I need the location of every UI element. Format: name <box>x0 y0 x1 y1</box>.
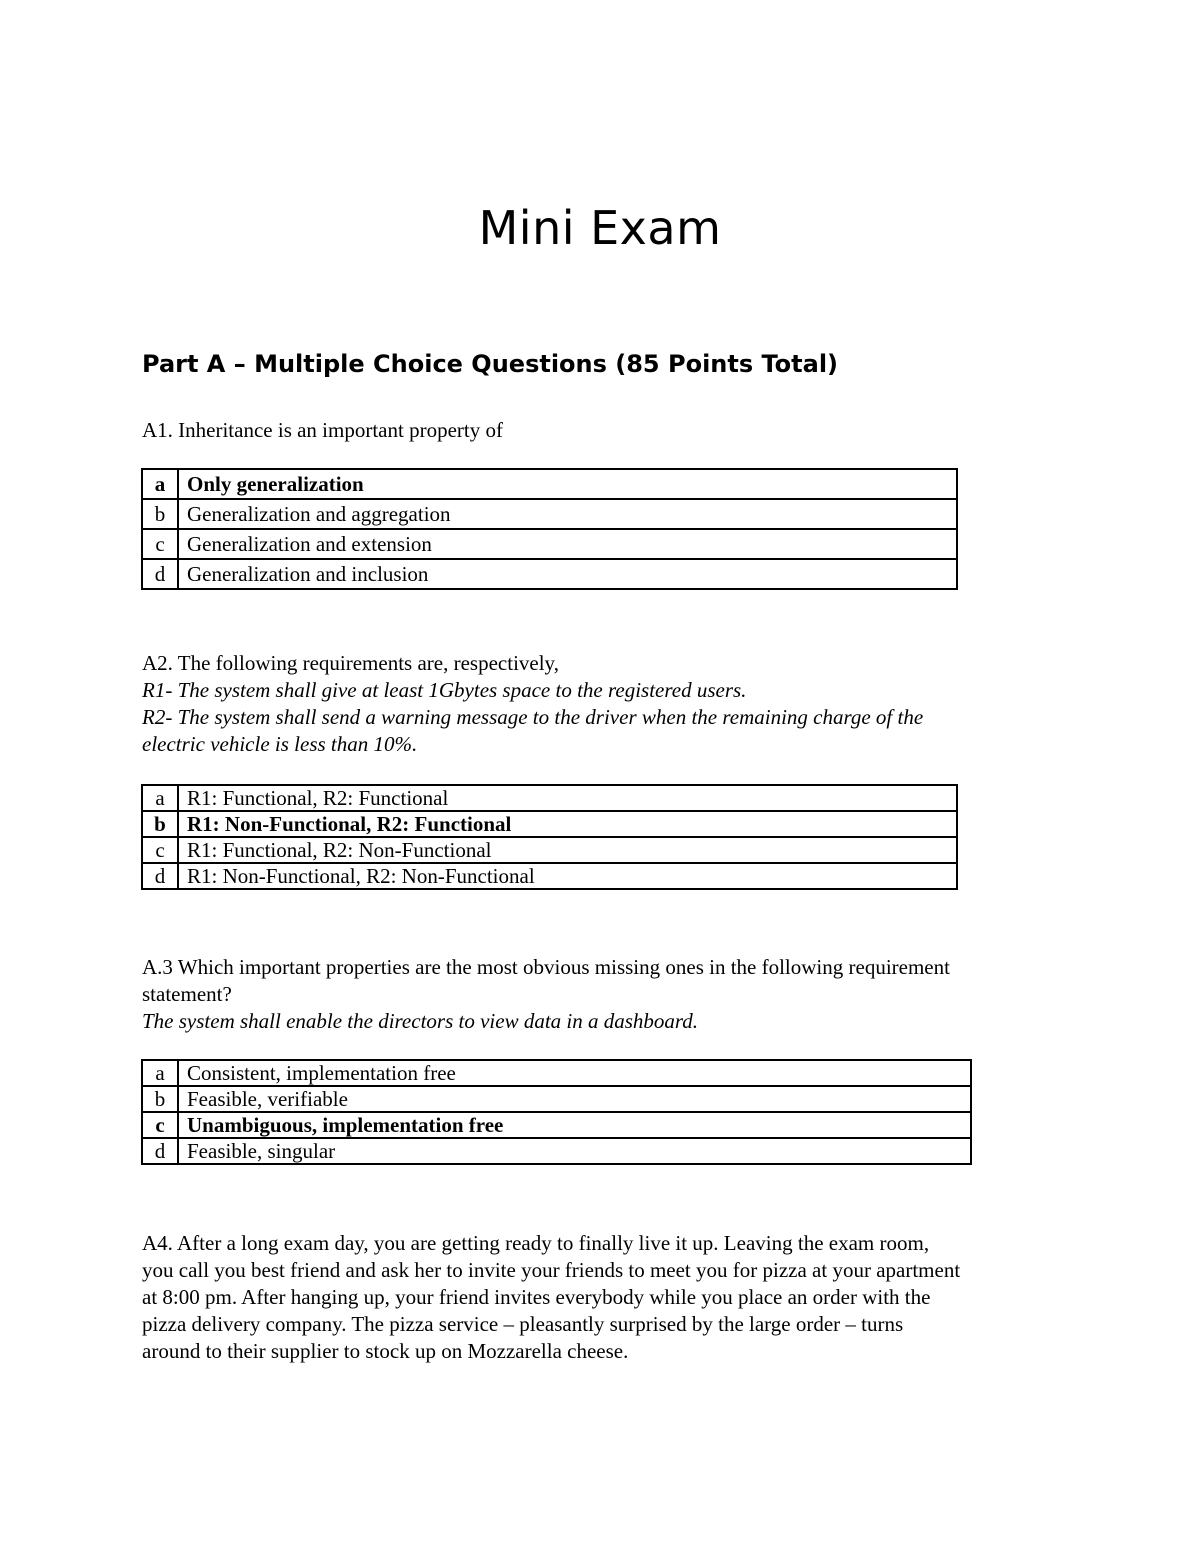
requirement-r2: R2- The system shall send a warning message to the driver when the remaining charge of the <box>142 705 924 729</box>
answer-option-c[interactable] <box>142 1112 971 1138</box>
question-text-line: A4. After a long exam day, you are getting ready to finally live it up. Leaving the exam room, <box>142 1231 930 1255</box>
option-text: R1: Functional, R2: Non-Functional <box>178 837 957 863</box>
question-text-line: A1. Inheritance is an important property of <box>142 418 503 442</box>
option-letter: b <box>142 499 178 529</box>
part-a-heading: Part A – Multiple Choice Questions (85 Points Total) <box>142 350 839 378</box>
answer-option-d[interactable] <box>142 863 957 889</box>
option-letter: d <box>142 559 178 589</box>
answer-option-b[interactable] <box>142 811 957 837</box>
question-a1 <box>142 417 503 444</box>
page-title: Mini Exam <box>478 201 722 255</box>
requirement-r2-continued: electric vehicle is less than 10%. <box>142 732 418 756</box>
answer-option-a[interactable] <box>142 1060 971 1086</box>
option-letter: d <box>142 863 178 889</box>
option-letter: c <box>142 1112 178 1138</box>
question-a3 <box>142 954 950 1035</box>
option-letter: b <box>142 1086 178 1112</box>
option-letter: c <box>142 529 178 559</box>
question-text-line: at 8:00 pm. After hanging up, your friend invites everybody while you place an order with the <box>142 1285 931 1309</box>
requirement-statement: The system shall enable the directors to view data in a dashboard. <box>142 1009 699 1033</box>
question-text-line: A2. The following requirements are, respectively, <box>142 651 559 675</box>
option-letter: a <box>142 1060 178 1086</box>
option-text: Unambiguous, implementation free <box>178 1112 971 1138</box>
option-letter: a <box>142 785 178 811</box>
answer-option-a[interactable] <box>142 785 957 811</box>
answer-table-a1 <box>141 468 958 590</box>
option-text: Only generalization <box>178 469 957 499</box>
question-a2 <box>142 650 923 758</box>
option-text: Feasible, singular <box>178 1138 971 1164</box>
option-text: R1: Non-Functional, R2: Functional <box>178 811 957 837</box>
option-text: R1: Non-Functional, R2: Non-Functional <box>178 863 957 889</box>
option-letter: a <box>142 469 178 499</box>
option-letter: d <box>142 1138 178 1164</box>
option-text: Generalization and inclusion <box>178 559 957 589</box>
answer-option-c[interactable] <box>142 837 957 863</box>
question-text-line: you call you best friend and ask her to invite your friends to meet you for pizza at your apartment <box>142 1258 961 1282</box>
answer-option-d[interactable] <box>142 1138 971 1164</box>
question-text-line: A.3 Which important properties are the most obvious missing ones in the following requirement <box>142 955 950 979</box>
answer-option-c[interactable] <box>142 529 957 559</box>
question-text-line: statement? <box>142 982 232 1006</box>
option-text: R1: Functional, R2: Functional <box>178 785 957 811</box>
question-text-line: pizza delivery company. The pizza service – pleasantly surprised by the large order – turns <box>142 1312 904 1336</box>
question-text-line: around to their supplier to stock up on Mozzarella cheese. <box>142 1339 629 1363</box>
option-text: Generalization and extension <box>178 529 957 559</box>
question-a4 <box>142 1230 960 1365</box>
answer-option-b[interactable] <box>142 499 957 529</box>
answer-table-a3 <box>141 1059 972 1165</box>
answer-table-a2 <box>141 784 958 890</box>
requirement-r1: R1- The system shall give at least 1Gbytes space to the registered users. <box>142 678 747 702</box>
option-text: Consistent, implementation free <box>178 1060 971 1086</box>
option-letter: c <box>142 837 178 863</box>
option-text: Feasible, verifiable <box>178 1086 971 1112</box>
answer-option-b[interactable] <box>142 1086 971 1112</box>
answer-option-d[interactable] <box>142 559 957 589</box>
option-text: Generalization and aggregation <box>178 499 957 529</box>
answer-option-a[interactable] <box>142 469 957 499</box>
option-letter: b <box>142 811 178 837</box>
